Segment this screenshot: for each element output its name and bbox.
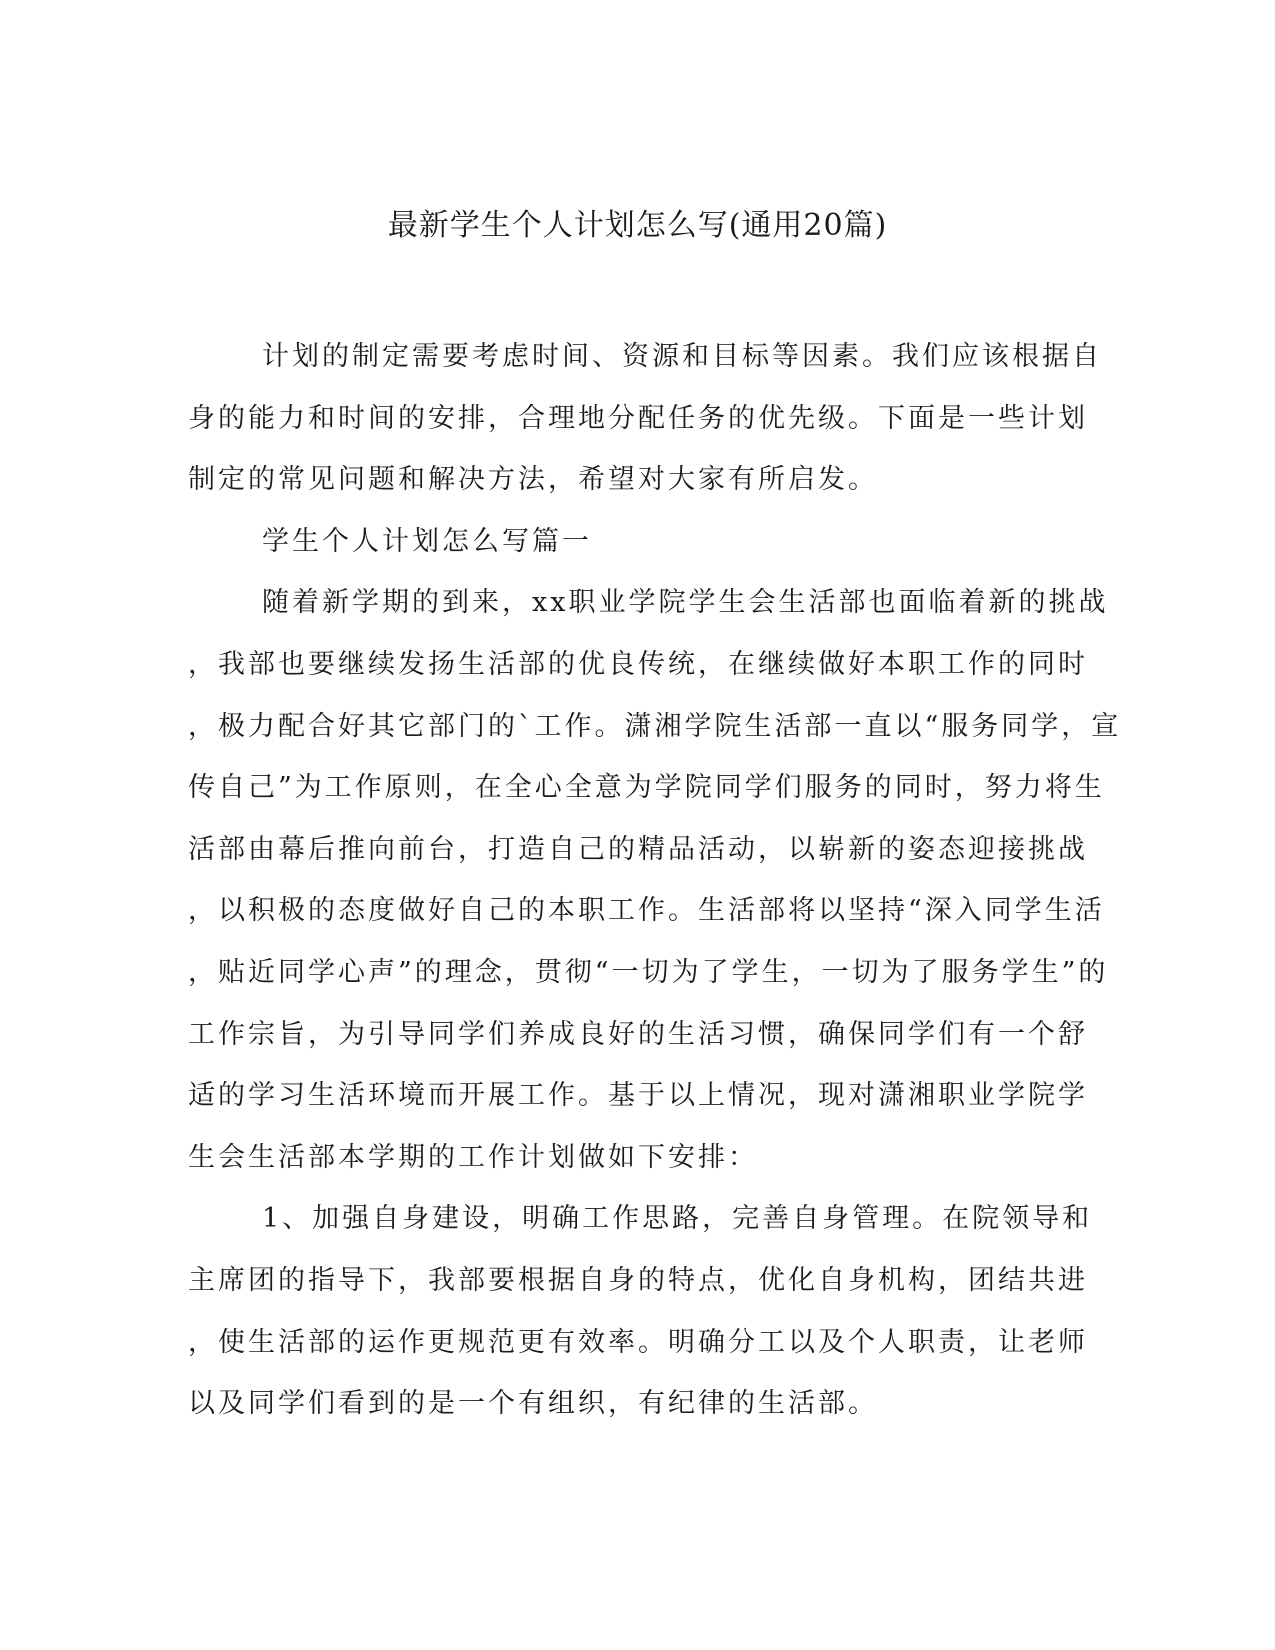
text-line: ，极力配合好其它部门的`工作。潇湘学院生活部一直以“服务同学，宣 (188, 710, 1122, 742)
section-heading: 学生个人计划怎么写篇一 (262, 525, 592, 557)
text-line: 计划的制定需要考虑时间、资源和目标等因素。我们应该根据自 (262, 341, 1102, 372)
document-title: 最新学生个人计划怎么写(通用20篇) (387, 208, 888, 243)
text-line: 随着新学期的到来，xx职业学院学生会生活部也面临着新的挑战 (262, 587, 1109, 619)
text-line: 生会生活部本学期的工作计划做如下安排： (188, 1141, 758, 1173)
text-line: ，贴近同学心声”的理念，贯彻“一切为了学生，一切为了服务学生”的 (188, 956, 1109, 988)
text-line: ，以积极的态度做好自己的本职工作。生活部将以坚持“深入同学生活 (188, 895, 1105, 927)
text-line: ，我部也要继续发扬生活部的优良传统，在继续做好本职工作的同时 (188, 648, 1088, 680)
text-line: 工作宗旨，为引导同学们养成良好的生活习惯，确保同学们有一个舒 (188, 1018, 1088, 1050)
text-line: 1、加强自身建设，明确工作思路，完善自身管理。在院领导和 (262, 1203, 1093, 1235)
text-line: 适的学习生活环境而开展工作。基于以上情况，现对潇湘职业学院学 (188, 1080, 1088, 1112)
text-line: 身的能力和时间的安排，合理地分配任务的优先级。下面是一些计划 (188, 402, 1088, 434)
document-body (188, 326, 1122, 1435)
text-line: 活部由幕后推向前台，打造自己的精品活动，以崭新的姿态迎接挑战 (188, 833, 1088, 865)
text-line: 传自己”为工作原则，在全心全意为学院同学们服务的同时，努力将生 (188, 772, 1105, 804)
text-line: 主席团的指导下，我部要根据自身的特点，优化自身机构，团结共进 (188, 1264, 1088, 1296)
text-line: ，使生活部的运作更规范更有效率。明确分工以及个人职责，让老师 (188, 1326, 1088, 1358)
text-line: 以及同学们看到的是一个有组织，有纪律的生活部。 (188, 1388, 878, 1420)
text-line: 制定的常见问题和解决方法，希望对大家有所启发。 (188, 464, 878, 496)
